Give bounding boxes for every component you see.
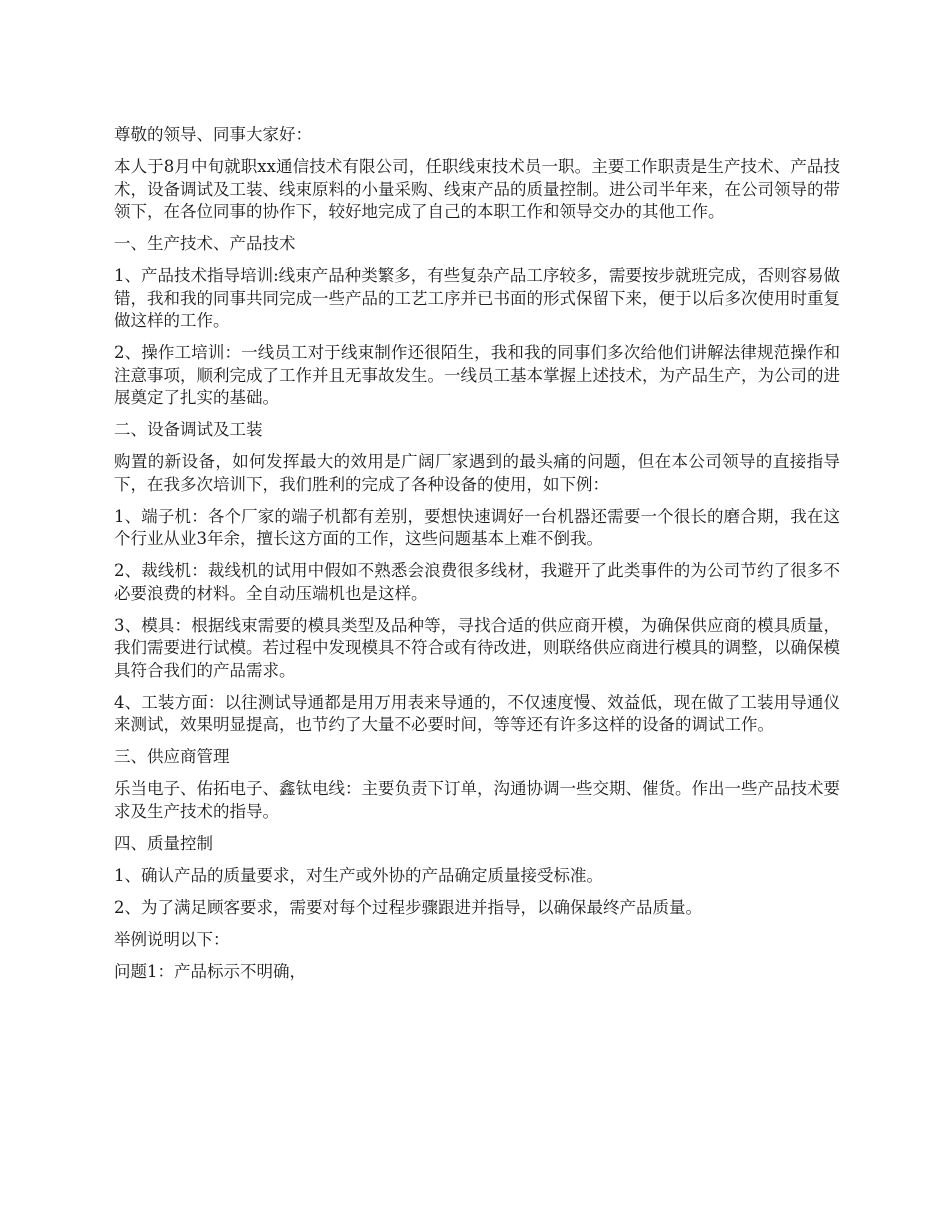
section-heading-2: 二、设备调试及工装 [114,420,263,439]
example-intro: 举例说明以下： [114,929,230,949]
intro-paragraph: 本人于8月中旬就职xx通信技术有限公司，任职线束技术员一职。主要工作职责是生产技术、产品技术，设备调试及工装、线束原料的小量采购、线束产品的质量控制。进公司半年来，在公司领导的带领下，在各位同事的协作下，较好地完成了自己的本职工作和领导交办的其他工作。 [114,157,840,221]
section-4-item-1: 1、确认产品的质量要求，对生产或外协的产品确定质量接受标准。 [114,865,603,885]
section-2-item-2: 2、裁线机：裁线机的试用中假如不熟悉会浪费很多线材，我避开了此类事件的为公司节约了很多不必要浪费的材料。全自动压端机也是这样。 [114,561,840,603]
greeting: 尊敬的领导、同事大家好： [114,125,312,144]
section-3-text: 乐当电子、佑拓电子、鑫钛电线：主要负责下订单，沟通协调一些交期、催货。作出一些产品技术要求及生产技术的指导。 [114,779,840,821]
section-2-item-4: 4、工装方面：以往测试导通都是用万用表来导通的，不仅速度慢、效益低，现在做了工装用导通仪来测试，效果明显提高，也节约了大量不必要时间，等等还有许多这样的设备的调试工作。 [114,692,840,734]
section-1-item-2: 2、操作工培训：一线员工对于线束制作还很陌生，我和我的同事们多次给他们讲解法律规范操作和注意事项，顺利完成了工作并且无事故发生。一线员工基本掌握上述技术，为产品生产，为公司的进展奠定了扎实的基础。 [114,343,840,407]
section-2-item-1: 1、端子机：各个厂家的端子机都有差别，要想快速调好一台机器还需要一个很长的磨合期，我在这个行业从业3年余，擅长这方面的工作，这些问题基本上难不倒我。 [114,506,840,548]
section-4-item-2: 2、为了满足顾客要求，需要对每个过程步骤跟进并指导，以确保最终产品质量。 [114,897,702,917]
section-2-item-3: 3、模具：根据线束需要的模具类型及品种等，寻找合适的供应商开模，为确保供应商的模具质量，我们需要进行试模。若过程中发现模具不符合或有待改进，则联络供应商进行模具的调整，以确保模具符合我们的产品需求。 [114,615,840,680]
section-heading-3: 三、供应商管理 [114,747,230,766]
problem-1: 问题1：产品标示不明确， [114,961,306,981]
document-page [114,124,840,993]
section-2-intro: 购置的新设备，如何发挥最大的效用是广阔厂家遇到的最头痛的问题，但在本公司领导的直接指导下，在我多次培训下，我们胜利的完成了各种设备的使用，如下例： [114,452,840,494]
section-1-item-1: 1、产品技术指导培训:线束产品种类繁多，有些复杂产品工序较多，需要按步就班完成，否则容易做错，我和我的同事共同完成一些产品的工艺工序并已书面的形式保留下来，便于以后多次使用时重复做这样的工作。 [114,266,840,330]
section-heading-1: 一、生产技术、产品技术 [114,234,296,253]
section-heading-4: 四、质量控制 [114,833,213,853]
